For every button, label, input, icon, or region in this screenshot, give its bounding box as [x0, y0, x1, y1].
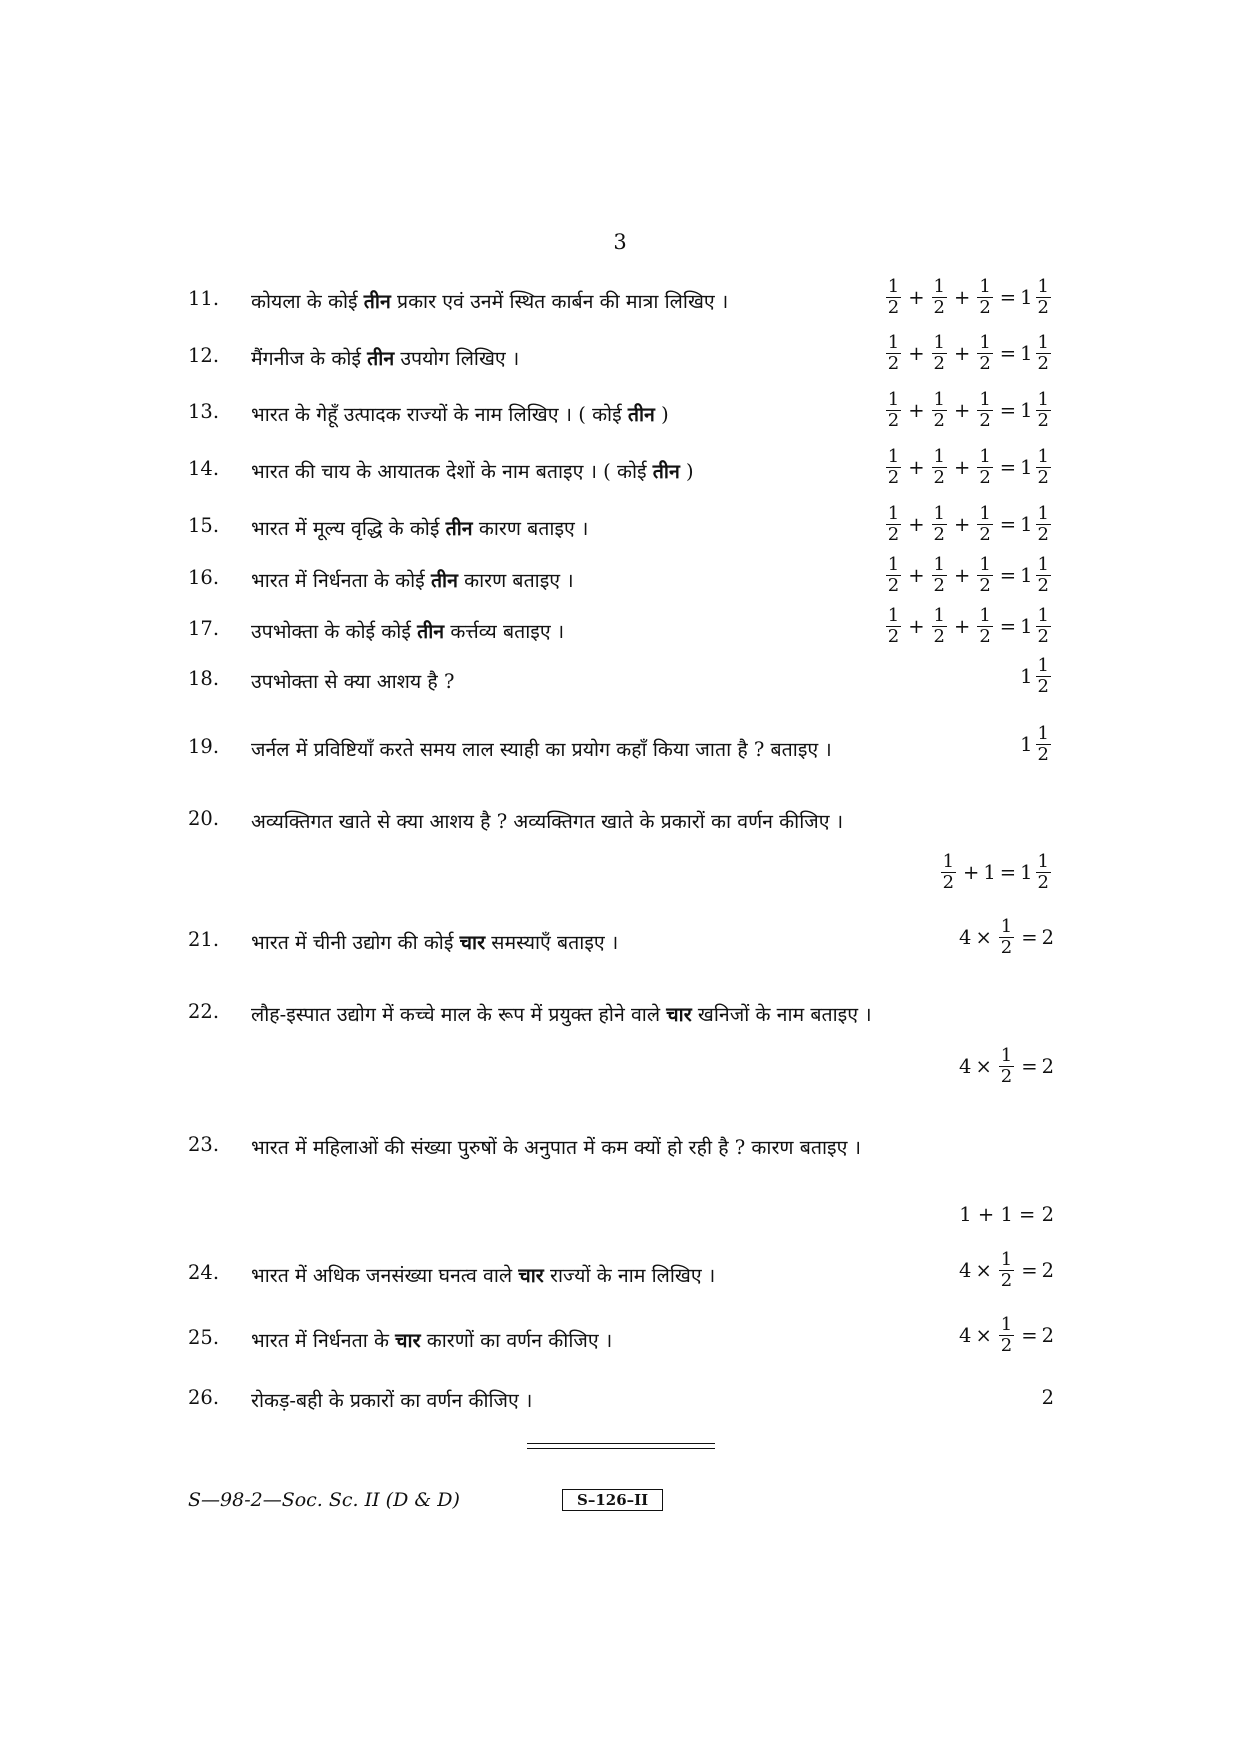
marks-22: 4 × $\frac{1}{2}$ = 2 — [959, 1045, 1054, 1087]
paper-code: S—98-2—Soc. Sc. II (D & D) — [188, 1489, 460, 1511]
question-text: लौह-इस्पात उद्योग में कच्चे माल के रूप में प्रयुक्त होने वाले चार खनिजों के नाम बताइए । — [251, 1003, 872, 1026]
question-number: 18. — [188, 667, 220, 690]
marks-text: 2 — [1041, 1386, 1054, 1409]
marks-19: 1 $\frac{1}{2}$ — [1020, 723, 1049, 765]
question-number: 13. — [188, 400, 220, 423]
marks-18: 1 $\frac{1}{2}$ — [1020, 655, 1049, 697]
page-number: 3 — [613, 230, 627, 254]
question-number: 11. — [188, 287, 220, 310]
marks-17: $\frac{1}{2}$ + $\frac{1}{2}$ + $\frac{1}{2}$ = 1 $\frac{1}{2}$ — [887, 605, 1049, 647]
question-number: 24. — [188, 1261, 220, 1284]
marks-14: $\frac{1}{2}$ + $\frac{1}{2}$ + $\frac{1}{2}$ = 1 $\frac{1}{2}$ — [887, 446, 1049, 488]
end-rule-bottom — [527, 1448, 715, 1449]
question-text: भारत के गेहूँ उत्पादक राज्यों के नाम लिखिए । ( कोई तीन ) — [251, 403, 669, 426]
marks-13: $\frac{1}{2}$ + $\frac{1}{2}$ + $\frac{1}{2}$ = 1 $\frac{1}{2}$ — [887, 389, 1049, 431]
marks-12: $\frac{1}{2}$ + $\frac{1}{2}$ + $\frac{1}{2}$ = 1 $\frac{1}{2}$ — [887, 332, 1049, 374]
question-text: जर्नल में प्रविष्टियाँ करते समय लाल स्याही का प्रयोग कहाँ किया जाता है ? बताइए । — [251, 738, 832, 761]
question-text: कोयला के कोई तीन प्रकार एवं उनमें स्थित कार्बन की मात्रा लिखिए । — [251, 290, 729, 313]
marks-26 — [1042, 1386, 1054, 1409]
question-number: 17. — [188, 617, 220, 640]
marks-24: 4 × $\frac{1}{2}$ = 2 — [959, 1249, 1054, 1291]
question-text: मैंगनीज के कोई तीन उपयोग लिखिए । — [251, 347, 520, 370]
marks-text: 1 + 1 = 2 — [959, 1203, 1054, 1226]
marks-11: $\frac{1}{2}$ + $\frac{1}{2}$ + $\frac{1}{2}$ = 1 $\frac{1}{2}$ — [887, 276, 1049, 318]
question-text: उपभोक्ता से क्या आशय है ? — [251, 670, 455, 693]
question-number: 26. — [188, 1386, 220, 1409]
question-number: 20. — [188, 807, 220, 830]
question-number: 15. — [188, 514, 220, 537]
marks-21: 4 × $\frac{1}{2}$ = 2 — [959, 916, 1054, 958]
marks-23 — [959, 1203, 1054, 1226]
question-text: भारत की चाय के आयातक देशों के नाम बताइए । ( कोई तीन ) — [251, 460, 694, 483]
paper-code-box: S–126–II — [562, 1489, 663, 1511]
question-number: 16. — [188, 566, 220, 589]
question-number: 12. — [188, 344, 220, 367]
marks-16: $\frac{1}{2}$ + $\frac{1}{2}$ + $\frac{1}{2}$ = 1 $\frac{1}{2}$ — [887, 554, 1049, 596]
question-text: भारत में अधिक जनसंख्या घनत्व वाले चार राज्यों के नाम लिखिए । — [251, 1264, 716, 1287]
question-text: भारत में चीनी उद्योग की कोई चार समस्याएँ बताइए । — [251, 931, 619, 954]
question-number: 21. — [188, 928, 220, 951]
question-number: 23. — [188, 1133, 220, 1156]
question-text: अव्यक्तिगत खाते से क्या आशय है ? अव्यक्तिगत खाते के प्रकारों का वर्णन कीजिए । — [251, 810, 844, 833]
marks-20: $\frac{1}{2}$ + 1 = 1 $\frac{1}{2}$ — [942, 851, 1049, 893]
question-text: भारत में मूल्य वृद्धि के कोई तीन कारण बताइए । — [251, 517, 589, 540]
question-number: 22. — [188, 1000, 220, 1023]
question-number: 19. — [188, 735, 220, 758]
question-number: 25. — [188, 1326, 220, 1349]
marks-15: $\frac{1}{2}$ + $\frac{1}{2}$ + $\frac{1}{2}$ = 1 $\frac{1}{2}$ — [887, 503, 1049, 545]
question-text: रोकड़-बही के प्रकारों का वर्णन कीजिए । — [251, 1389, 533, 1412]
end-rule-top — [527, 1443, 715, 1444]
marks-25: 4 × $\frac{1}{2}$ = 2 — [959, 1314, 1054, 1356]
question-text: भारत में महिलाओं की संख्या पुरुषों के अनुपात में कम क्यों हो रही है ? कारण बताइए । — [251, 1136, 861, 1159]
question-text: उपभोक्ता के कोई कोई तीन कर्त्तव्य बताइए । — [251, 620, 565, 643]
question-number: 14. — [188, 457, 220, 480]
question-text: भारत में निर्धनता के चार कारणों का वर्णन कीजिए । — [251, 1329, 613, 1352]
question-text: भारत में निर्धनता के कोई तीन कारण बताइए । — [251, 569, 574, 592]
